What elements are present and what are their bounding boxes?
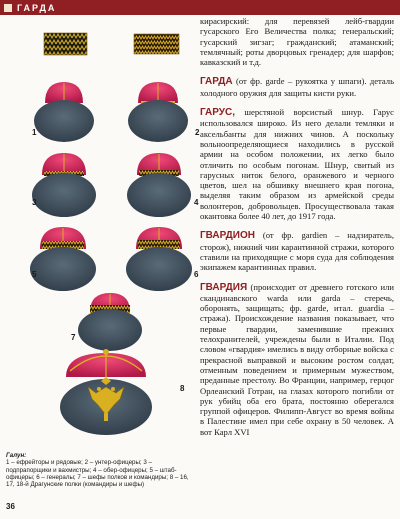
figure-label-7: 7 xyxy=(71,333,76,342)
headword-garda: ГАРДА xyxy=(200,76,233,88)
caption-text: 1 – ефрейторы и рядовые; 2 – унтер-офицеры; 3 – подпрапорщики и вахмистры; 4 – обер-офицеры; 5 – штаб-офицеры; 6 – генералы; 7 – шефы полков и командиры; 8 – 16, 17, 18-й Драгунские полки (командиры и шефы) xyxy=(6,459,189,489)
intro-paragraph: кирасирский: для перевязей лейб-гвардии гусарского Его Величества полка; генеральский; гусарский зигзаг; гражданский; атаманский; темлячный; роты дворцовых гренадер; для шарфов; кавказский и т.д. xyxy=(200,16,394,68)
busby-hat-6 xyxy=(126,227,192,291)
page-header xyxy=(0,0,400,15)
header-title: ГАРДА xyxy=(17,2,57,13)
entry-garda-body: (от фр. garde – рукоятка у шпаги). деталь холодного оружия для защиты кисти руки. xyxy=(200,76,394,98)
busby-hat-7 xyxy=(78,293,142,351)
figure-label-1: 1 xyxy=(32,128,37,137)
entry-garda xyxy=(200,76,394,98)
headword-garus: ГАРУС, xyxy=(200,107,236,119)
figure-label-8: 8 xyxy=(180,384,185,393)
busby-hat-1 xyxy=(34,82,94,142)
entry-gvardiya-body: (происходит от древнего готского или скандинавского warda или garda – стеречь, оборонять, защищать; фр. garde, итал. guardia – стража). Происхождение названия показывает, что первые гвардии, заменившие прежних телохранителей, учреждены были в Италии. Под словом «гвардия» имелись в виду отборные войска с прекрасной выправкой и высоким ростом солдат, отменным поведением и примерным мужеством, преданные престолу. Во Франции, например, герцог Орлеанский Готран, на глазах которого погибли от рук убийц оба его брата, постоянно оберегался группой офицеров. Филипп-Август во время войны в Палестине имел при себе охрану в 50 человек. А вот Карл XVI xyxy=(200,281,394,437)
illustration-column xyxy=(0,15,200,519)
entry-gvardion xyxy=(200,230,394,272)
galloon-sample-2 xyxy=(134,34,179,54)
header-marker xyxy=(4,4,12,12)
page-number: 36 xyxy=(6,502,15,511)
busby-hat-2 xyxy=(128,82,188,142)
figure-label-6: 6 xyxy=(194,270,199,279)
article-text xyxy=(200,16,394,437)
headword-gvardiya: ГВАРДИЯ xyxy=(200,281,248,293)
entry-gvardion-body: (от фр. gardien – надзиратель, сторож), нижний чин карантинной стражи, которого ставили на приходящие с моря суда для соблюдения экипажем карантинных правил. xyxy=(200,230,394,273)
figure-caption xyxy=(6,452,196,488)
figure-label-3: 3 xyxy=(32,198,37,207)
figure-label-2: 2 xyxy=(195,128,200,137)
busby-hat-8-dragoon xyxy=(60,349,152,435)
busby-hat-5 xyxy=(30,227,96,291)
figure-label-4: 4 xyxy=(194,198,199,207)
figure-label-5: 5 xyxy=(32,270,37,279)
caption-title: Галун: xyxy=(6,452,27,459)
entry-garus xyxy=(200,107,394,221)
entry-garus-body: шерстяной ворсистый шнур. Гарус использовался широко. Из него делали темляки и аксельбанты для нижних чинов. А поскольку вольноопределяющиеся находились в русской армии на особом положении, их легко было отличить по особым погонам. Шнур, свитый из гарусных ниток белого, оранжевого и черного цветов, шел на обшивку внешнего края погона, выделяя таким образом из армейской среды волонтеров, добровольцев. Просуществовала такая окантовка более 40 лет, до 1917 года. xyxy=(200,107,394,222)
busby-hat-3 xyxy=(32,153,96,217)
galloon-sample-1 xyxy=(44,33,87,55)
hat-illustrations xyxy=(0,15,200,435)
headword-gvardion: ГВАРДИОН xyxy=(200,230,255,242)
entry-gvardiya xyxy=(200,282,394,437)
busby-hat-4 xyxy=(127,153,191,217)
